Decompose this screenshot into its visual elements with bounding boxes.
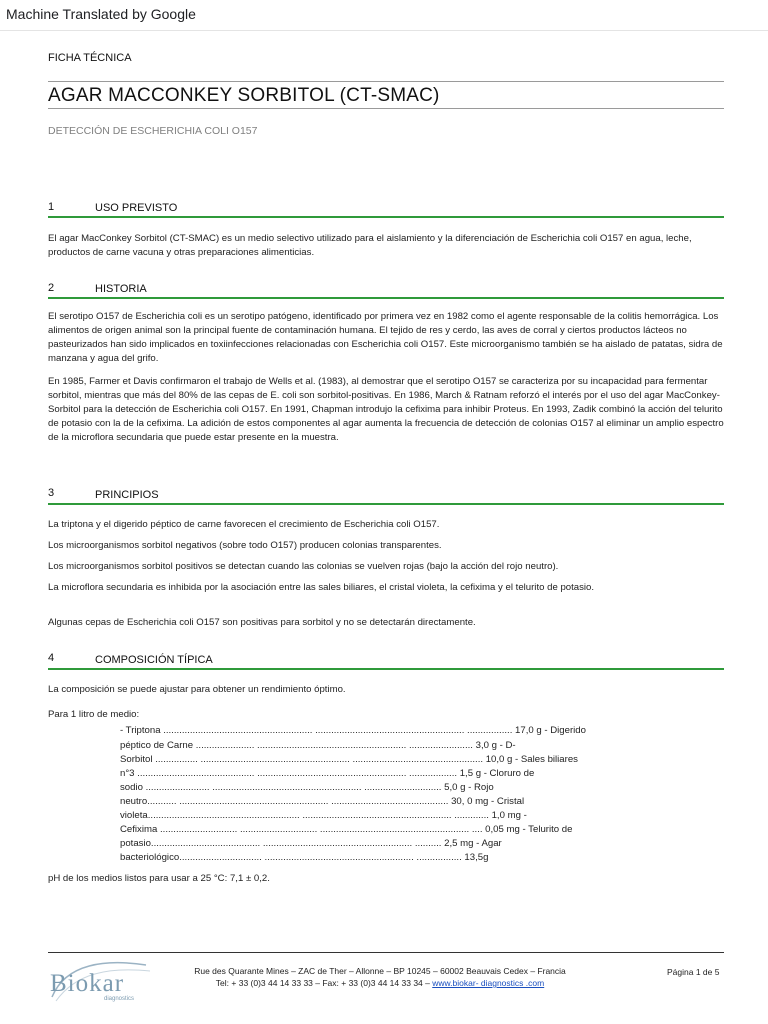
logo-wordmark: Biokar bbox=[50, 970, 125, 997]
composition-intro: La composición se puede ajustar para obtener un rendimiento óptimo. bbox=[48, 684, 346, 695]
footer-address: Rue des Quarante Mines – ZAC de Ther – Allonne – BP 10245 – 60002 Beauvais Cedex – Francia bbox=[194, 966, 566, 976]
section-2-body-2 bbox=[48, 375, 724, 445]
composition-line: violeta......................................................... ........................................................ ............. 1,0 mg - bbox=[120, 810, 527, 821]
composition-line: Sorbitol ................ ........................................................ ................................................. 10,0 g - Sales biliares bbox=[120, 754, 578, 765]
section-1-number: 1 bbox=[48, 201, 55, 213]
page-number: Página 1 de 5 bbox=[667, 967, 720, 977]
section-1-divider bbox=[48, 216, 724, 218]
principle-line: Algunas cepas de Escherichia coli O157 son positivas para sorbitol y no se detectarán directamente. bbox=[48, 617, 476, 628]
composition-line: potasio......................................... ........................................................ .......... 2,5 mg - Agar bbox=[120, 838, 502, 849]
paragraph: En 1985, Farmer et Davis confirmaron el trabajo de Wells et al. (1983), al demostrar que el serotipo O157 se caracteriza por su incapacidad para fermentar sorbitol, mientras que más del 80% de las cepas de E. coli son sorbitol-positivas. En 1986, March & Ratnam reforzó el interés por el uso del agar MacConkey-Sorbitol para la detección de Escherichia coli O157. En 1991, Chapman introdujo la cefixima para inhibir Proteus. En 1993, Zadik combinó la acción del telurito de potasio con la de la cefixima. La adición de estos componentes al agar aumenta la frecuencia de detección de colonias O157 al eliminar un amplio espectro de la microflora secundaria que puede estar presente en la muestra. bbox=[48, 376, 724, 443]
footer-website-link[interactable]: www.biokar- diagnostics .com bbox=[432, 978, 545, 988]
section-4-number: 4 bbox=[48, 652, 55, 664]
composition-line: péptico de Carne ...................... ........................................................ ........................ 3,0 g - D- bbox=[120, 740, 516, 751]
paragraph: El serotipo O157 de Escherichia coli es un serotipo patógeno, identificado por primera vez en 1982 como el agente responsable de la colitis hemorrágica. Los alimentos de origen animal son la principal fuente de contaminación humana. El tejido de res y cerdo, las aves de corral y ciertos productos lácteos no pasteurizados han sido implicados en toxiinfecciones relacionadas con Escherichia coli O157. Este microorganismo también se ha aislado de patatas, sidra de manzana y agua del grifo. bbox=[48, 311, 723, 364]
composition-line: neutro........... ........................................................ ............................................ 30, 0 mg - Cristal bbox=[120, 796, 525, 807]
section-1-body bbox=[48, 232, 724, 260]
document-type-label: FICHA TÉCNICA bbox=[48, 52, 132, 64]
section-4-divider bbox=[48, 668, 724, 670]
section-2-title: HISTORIA bbox=[95, 283, 147, 295]
title-bottom-divider bbox=[48, 108, 724, 109]
page-subtitle: DETECCIÓN DE ESCHERICHIA COLI O157 bbox=[48, 125, 258, 137]
composition-line: bacteriológico............................... ........................................................ ................. 13,5g bbox=[120, 852, 489, 863]
composition-line: n°3 ............................................ ........................................................ .................. 1,5 g - Cloruro de bbox=[120, 768, 535, 779]
footer-contact bbox=[120, 978, 640, 988]
footer-divider bbox=[48, 952, 724, 953]
section-1-title: USO PREVISTO bbox=[95, 202, 178, 214]
section-2-body bbox=[48, 310, 724, 366]
title-top-divider bbox=[48, 81, 724, 82]
principle-line: Los microorganismos sorbitol positivos se detectan cuando las colonias se vuelven rojas (bajo la acción del rojo neutro). bbox=[48, 561, 559, 572]
composition-line: Cefixima ............................. ............................. ........................................................ .... 0,05 mg - Telurito de bbox=[120, 824, 573, 835]
composition-line: - Triptona ........................................................ ........................................................ ................. 17,0 g - Digerido bbox=[120, 725, 586, 736]
composition-per-liter: Para 1 litro de medio: bbox=[48, 709, 140, 720]
section-3-divider bbox=[48, 503, 724, 505]
ph-statement: pH de los medios listos para usar a 25 °C: 7,1 ± 0,2. bbox=[48, 873, 270, 884]
section-3-title: PRINCIPIOS bbox=[95, 489, 159, 501]
section-2-divider bbox=[48, 297, 724, 299]
principle-line: Los microorganismos sorbitol negativos (sobre todo O157) producen colonias transparentes. bbox=[48, 540, 442, 551]
section-2-number: 2 bbox=[48, 282, 55, 294]
page-title: AGAR MACCONKEY SORBITOL (CT-SMAC) bbox=[48, 85, 440, 106]
section-3-number: 3 bbox=[48, 487, 55, 499]
section-4-title: COMPOSICIÓN TÍPICA bbox=[95, 654, 213, 666]
composition-line: sodio ........................ ........................................................ ............................. 5,0 g - Rojo bbox=[120, 782, 494, 793]
principle-line: La microflora secundaria es inhibida por la asociación entre las sales biliares, el cristal violeta, la cefixima y el telurito de potasio. bbox=[48, 582, 595, 593]
paragraph: El agar MacConkey Sorbitol (CT-SMAC) es un medio selectivo utilizado para el aislamiento y la diferenciación de Escherichia coli O157 en agua, leche, productos de carne vacuna y otras preparaciones alimenticias. bbox=[48, 233, 692, 258]
footer-phone-fax: Tel: + 33 (0)3 44 14 33 33 – Fax: + 33 (0)3 44 14 33 34 – bbox=[215, 978, 433, 988]
logo-subtitle: diagnostics bbox=[104, 996, 135, 1002]
principle-line: La triptona y el digerido péptico de carne favorecen el crecimiento de Escherichia coli O157. bbox=[48, 519, 440, 530]
translation-banner-text: Machine Translated by Google bbox=[6, 6, 196, 22]
